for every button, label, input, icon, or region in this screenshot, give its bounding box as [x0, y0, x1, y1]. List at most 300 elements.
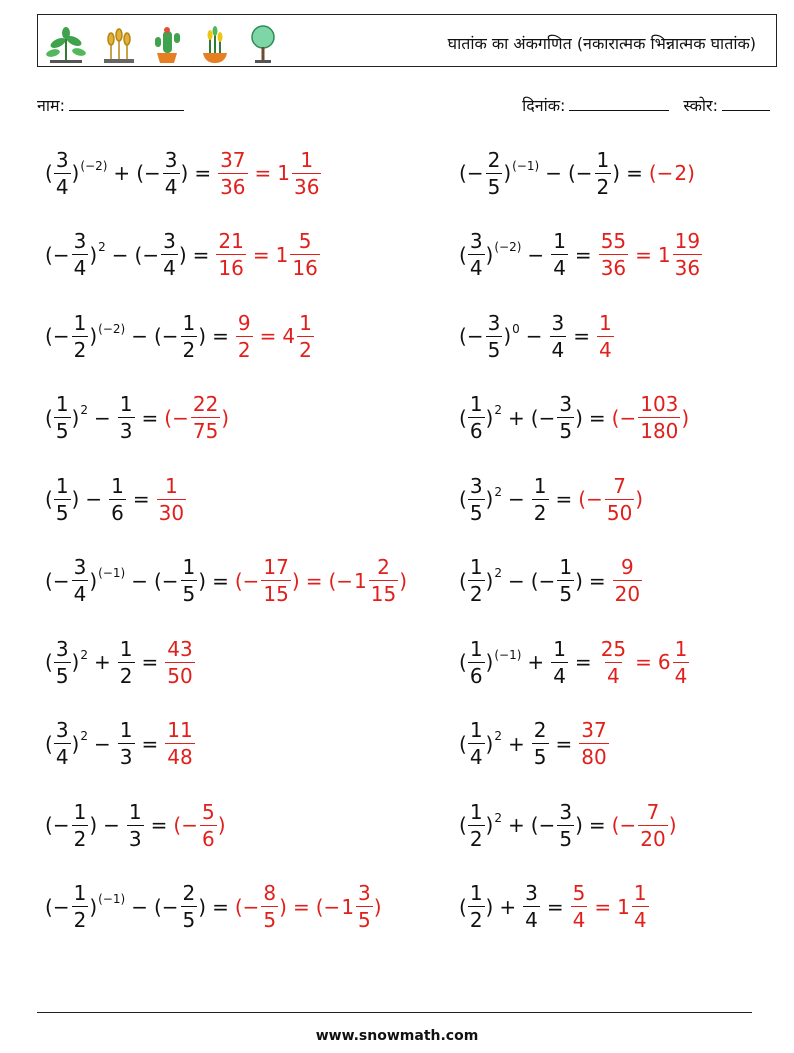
numerator: 1	[182, 555, 196, 579]
exponent: (−2)	[80, 158, 108, 173]
denominator: 3	[119, 745, 133, 769]
denominator: 4	[164, 174, 178, 199]
parenthesis: )	[485, 568, 494, 593]
fraction	[109, 473, 126, 526]
denominator: 36	[294, 174, 320, 199]
denominator: 2	[182, 337, 196, 362]
problem-expression	[459, 473, 550, 526]
numerator: 17	[263, 555, 289, 579]
integer: 2	[674, 161, 688, 185]
fraction	[579, 717, 608, 770]
whole-number: 6	[657, 650, 671, 674]
parenthesis: (	[530, 568, 539, 593]
fraction	[54, 473, 71, 526]
parenthesis: (	[459, 650, 467, 674]
problem-item	[459, 303, 615, 369]
denominator: 4	[674, 663, 688, 688]
parenthesis: (	[164, 405, 173, 430]
problem-answer	[235, 310, 315, 363]
problem-expression	[45, 391, 136, 444]
parenthesis: )	[575, 405, 583, 430]
parenthesis: )	[198, 894, 207, 919]
numerator: 1	[55, 473, 69, 498]
numerator: 1	[119, 392, 133, 416]
problem-answer	[598, 636, 691, 689]
problem-answer	[235, 554, 407, 607]
negative-sign: −	[161, 894, 179, 919]
negative-sign: −	[336, 568, 354, 593]
numerator: 1	[674, 636, 688, 661]
parenthesis: (	[45, 161, 53, 185]
numerator: 1	[73, 310, 87, 335]
problem-item	[459, 385, 689, 451]
cactus-icon	[150, 23, 184, 63]
fraction	[532, 473, 549, 526]
numerator: 3	[73, 229, 87, 253]
parenthesis: (	[153, 894, 162, 919]
operator: −	[545, 161, 562, 185]
date-score-fields	[522, 94, 770, 116]
parenthesis: )	[485, 242, 494, 267]
problem-item	[45, 303, 315, 369]
parenthesis: (	[45, 894, 53, 919]
fraction	[551, 636, 568, 689]
parenthesis: )	[687, 161, 695, 185]
negative-sign: −	[575, 161, 593, 185]
negative-sign: −	[52, 242, 70, 267]
problem-expression	[45, 310, 206, 363]
denominator: 16	[218, 256, 244, 280]
equals-sign: =	[192, 242, 210, 267]
denominator: 6	[201, 826, 215, 851]
fraction	[118, 636, 135, 689]
fraction	[632, 880, 649, 933]
parenthesis: (	[234, 894, 243, 919]
fraction	[216, 228, 245, 281]
operator: −	[85, 487, 103, 511]
problem-item	[459, 466, 643, 532]
numerator: 1	[119, 636, 133, 661]
fraction	[165, 636, 194, 689]
denominator: 5	[55, 500, 69, 525]
problem-answer	[612, 554, 643, 607]
parenthesis: (	[153, 324, 162, 348]
numerator: 8	[263, 881, 277, 905]
fraction	[468, 717, 485, 770]
name-blank[interactable]	[69, 109, 184, 111]
denominator: 5	[533, 745, 547, 769]
numerator: 3	[469, 229, 483, 253]
numerator: 3	[559, 392, 573, 416]
problem-answer	[173, 799, 225, 852]
parenthesis: )	[89, 813, 98, 837]
parenthesis: )	[668, 813, 677, 837]
problem-item	[45, 466, 187, 532]
operator: −	[131, 324, 148, 348]
parenthesis: (	[315, 894, 324, 919]
problem-item	[459, 140, 695, 206]
problem-row	[37, 140, 777, 206]
numerator: 3	[469, 473, 483, 498]
problem-row	[37, 711, 777, 777]
fraction	[236, 310, 253, 363]
fraction	[523, 880, 540, 933]
fraction	[468, 636, 485, 689]
problem-answer	[235, 880, 382, 933]
operator: +	[508, 405, 525, 430]
operator: =	[252, 242, 270, 267]
parenthesis: (	[45, 242, 53, 267]
fraction	[297, 310, 314, 363]
problem-answer	[598, 228, 703, 281]
parenthesis: (	[45, 731, 53, 756]
denominator: 4	[525, 908, 538, 932]
name-field	[37, 94, 184, 116]
fraction	[218, 147, 247, 200]
exponent: 2	[80, 729, 88, 743]
numerator: 3	[55, 636, 69, 661]
plant-icons	[44, 19, 280, 63]
numerator: 1	[119, 718, 133, 742]
parenthesis: (	[567, 161, 576, 185]
fraction	[261, 554, 290, 607]
numerator: 1	[111, 473, 124, 498]
denominator: 5	[263, 908, 277, 932]
denominator: 2	[73, 908, 87, 932]
negative-sign: −	[144, 161, 161, 185]
numerator: 43	[167, 636, 193, 661]
problem-expression	[45, 799, 145, 852]
parenthesis: (	[459, 405, 467, 430]
fraction	[181, 880, 198, 933]
denominator: 2	[119, 663, 133, 688]
parenthesis: (	[234, 568, 243, 593]
equals-sign: =	[573, 324, 591, 348]
problem-expression	[459, 799, 583, 852]
fraction	[157, 473, 186, 526]
fraction	[532, 717, 549, 770]
denominator: 5	[487, 337, 501, 362]
numerator: 3	[487, 310, 501, 335]
operator: −	[131, 568, 148, 593]
equals-sign: =	[555, 487, 573, 511]
denominator: 20	[640, 826, 666, 851]
operator: =	[635, 650, 652, 674]
denominator: 5	[55, 663, 69, 688]
fraction	[118, 717, 135, 770]
denominator: 4	[572, 908, 586, 932]
denominator: 6	[111, 500, 124, 525]
denominator: 4	[163, 256, 176, 280]
fraction	[613, 554, 642, 607]
negative-sign: −	[142, 242, 160, 267]
whole-number: 1	[617, 894, 630, 919]
equals-sign: =	[626, 161, 643, 185]
numerator: 11	[167, 718, 193, 742]
problem-item	[459, 874, 650, 940]
problem-answer	[164, 717, 195, 770]
equals-sign: =	[574, 650, 592, 674]
equals-sign: =	[150, 813, 168, 837]
equals-sign: =	[212, 324, 229, 348]
fraction	[181, 310, 198, 363]
operator: =	[305, 568, 323, 593]
numerator: 1	[469, 881, 483, 905]
denominator: 30	[158, 500, 185, 525]
problem-expression	[45, 717, 136, 770]
fraction	[54, 391, 71, 444]
operator: +	[527, 650, 545, 674]
problem-expression	[459, 880, 541, 933]
numerator: 1	[299, 310, 312, 335]
negative-sign: −	[538, 568, 556, 593]
exponent: (−2)	[98, 321, 126, 336]
problem-row	[37, 303, 777, 369]
numerator: 1	[73, 881, 87, 905]
negative-sign: −	[52, 568, 70, 593]
fraction	[597, 310, 614, 363]
potted-plant-icon	[198, 23, 232, 63]
parenthesis: (	[136, 161, 144, 185]
parenthesis: (	[459, 894, 467, 919]
numerator: 5	[201, 799, 215, 824]
denominator: 5	[182, 908, 196, 932]
parenthesis: )	[180, 161, 189, 185]
problem-expression	[45, 228, 187, 281]
numerator: 1	[469, 718, 483, 742]
numerator: 9	[237, 310, 251, 335]
parenthesis: )	[485, 405, 494, 430]
whole-number: 1	[657, 242, 671, 267]
problem-expression	[45, 636, 136, 689]
parenthesis: (	[530, 405, 539, 430]
parenthesis: (	[45, 324, 53, 348]
denominator: 50	[167, 663, 193, 688]
problem-item	[45, 140, 322, 206]
denominator: 2	[533, 500, 547, 525]
fraction	[673, 636, 690, 689]
fraction	[292, 147, 321, 200]
denominator: 4	[551, 337, 565, 362]
date-blank[interactable]	[569, 109, 669, 111]
equals-sign: =	[141, 650, 159, 674]
numerator: 22	[192, 392, 219, 416]
fraction	[163, 147, 180, 200]
negative-sign: −	[242, 568, 260, 593]
exponent: 2	[80, 647, 88, 662]
fraction	[369, 554, 398, 607]
numerator: 3	[55, 147, 69, 172]
operator: −	[131, 894, 148, 919]
parenthesis: (	[45, 568, 53, 593]
denominator: 2	[469, 826, 483, 851]
problem-answer	[570, 880, 650, 933]
numerator: 1	[599, 310, 612, 335]
fraction	[200, 799, 217, 852]
denominator: 6	[469, 419, 483, 443]
denominator: 5	[358, 908, 371, 932]
parenthesis: )	[575, 568, 583, 593]
denominator: 80	[581, 745, 607, 769]
denominator: 4	[73, 256, 87, 280]
parenthesis: (	[45, 487, 53, 511]
exponent: 2	[494, 729, 502, 743]
parenthesis: (	[153, 568, 162, 593]
denominator: 4	[73, 582, 87, 606]
equals-sign: =	[141, 731, 159, 756]
denominator: 4	[55, 174, 69, 199]
equals-sign: =	[574, 242, 592, 267]
denominator: 6	[469, 663, 483, 688]
numerator: 3	[358, 881, 371, 905]
parenthesis: (	[45, 650, 53, 674]
fraction	[571, 880, 588, 933]
fraction	[72, 554, 89, 607]
denominator: 5	[55, 419, 69, 443]
problem-row	[37, 792, 777, 858]
numerator: 7	[646, 799, 660, 824]
denominator: 5	[182, 582, 196, 606]
parenthesis: )	[635, 487, 644, 511]
denominator: 5	[469, 500, 483, 525]
fraction	[557, 799, 574, 852]
score-blank[interactable]	[722, 109, 770, 111]
parenthesis: )	[373, 894, 382, 919]
problem-row	[37, 466, 777, 532]
equals-sign: =	[141, 405, 159, 430]
problem-row	[37, 874, 777, 940]
problem-expression	[45, 473, 127, 526]
fraction	[290, 228, 319, 281]
parenthesis: )	[71, 161, 80, 185]
negative-sign: −	[161, 324, 179, 348]
denominator: 3	[128, 826, 142, 851]
fraction	[468, 554, 485, 607]
score-label: स्कोर:	[683, 96, 718, 115]
operator: −	[508, 568, 525, 593]
numerator: 1	[533, 473, 547, 498]
numerator: 1	[469, 636, 483, 661]
parenthesis: (	[459, 161, 467, 185]
operator: =	[254, 161, 272, 185]
parenthesis: )	[89, 324, 98, 348]
parenthesis: (	[611, 405, 620, 430]
parenthesis: (	[173, 813, 182, 837]
negative-sign: −	[242, 894, 260, 919]
denominator: 3	[119, 419, 133, 443]
problem-answer	[164, 636, 195, 689]
problem-expression	[459, 554, 583, 607]
denominator: 2	[469, 908, 483, 932]
parenthesis: )	[89, 568, 98, 593]
numerator: 3	[55, 718, 69, 742]
problem-item	[459, 711, 610, 777]
equals-sign: =	[194, 161, 212, 185]
parenthesis: )	[71, 405, 80, 430]
negative-sign: −	[466, 161, 484, 185]
parenthesis: (	[530, 813, 539, 837]
numerator: 1	[128, 799, 142, 824]
denominator: 48	[167, 745, 193, 769]
numerator: 1	[73, 799, 87, 824]
numerator: 5	[572, 881, 586, 905]
parenthesis: )	[71, 487, 80, 511]
parenthesis: (	[648, 161, 657, 185]
problem-expression	[45, 554, 206, 607]
denominator: 4	[55, 745, 69, 769]
problem-item	[45, 711, 196, 777]
fraction	[599, 228, 628, 281]
denominator: 20	[614, 582, 641, 606]
fraction	[118, 391, 135, 444]
denominator: 4	[553, 663, 566, 688]
parenthesis: )	[503, 161, 512, 185]
fraction	[550, 310, 567, 363]
parenthesis: )	[612, 161, 621, 185]
exponent: (−1)	[512, 158, 540, 173]
denominator: 4	[553, 256, 566, 280]
negative-sign: −	[52, 324, 70, 348]
parenthesis: )	[485, 487, 494, 511]
numerator: 2	[182, 881, 196, 905]
problem-expression	[459, 636, 569, 689]
denominator: 2	[299, 337, 312, 362]
problem-item	[459, 548, 643, 614]
problem-expression	[459, 228, 569, 281]
problem-row	[37, 629, 777, 695]
equals-sign: =	[555, 731, 573, 756]
problem-item	[459, 629, 690, 695]
numerator: 9	[621, 555, 634, 579]
denominator: 4	[599, 337, 612, 362]
fraction	[161, 228, 178, 281]
exponent: 2	[494, 484, 502, 499]
fraction	[468, 880, 485, 933]
date-label: दिनांक:	[522, 96, 566, 115]
parenthesis: (	[328, 568, 337, 593]
negative-sign: −	[538, 405, 556, 430]
exponent: (−1)	[98, 566, 126, 580]
denominator: 4	[607, 663, 620, 688]
fraction	[468, 799, 485, 852]
denominator: 5	[559, 419, 573, 443]
numerator: 37	[220, 147, 246, 172]
operator: −	[103, 813, 120, 837]
fraction	[356, 880, 373, 933]
fraction	[54, 717, 71, 770]
numerator: 2	[377, 555, 390, 579]
fraction	[595, 147, 612, 200]
denominator: 5	[487, 174, 501, 199]
problem-answer	[649, 161, 695, 185]
numerator: 1	[553, 636, 566, 661]
operator: +	[113, 161, 131, 185]
negative-sign: −	[619, 813, 637, 837]
problem-item	[45, 222, 321, 288]
exponent: 2	[80, 403, 88, 417]
equals-sign: =	[546, 894, 564, 919]
operator: =	[259, 324, 277, 348]
problem-answer	[612, 391, 690, 444]
fraction	[261, 880, 278, 933]
exponent: 2	[98, 240, 106, 254]
numerator: 2	[487, 147, 501, 172]
problem-expression	[45, 880, 206, 933]
whole-number: 4	[282, 324, 296, 348]
parenthesis: )	[198, 324, 207, 348]
negative-sign: −	[619, 405, 637, 430]
denominator: 50	[606, 500, 633, 525]
